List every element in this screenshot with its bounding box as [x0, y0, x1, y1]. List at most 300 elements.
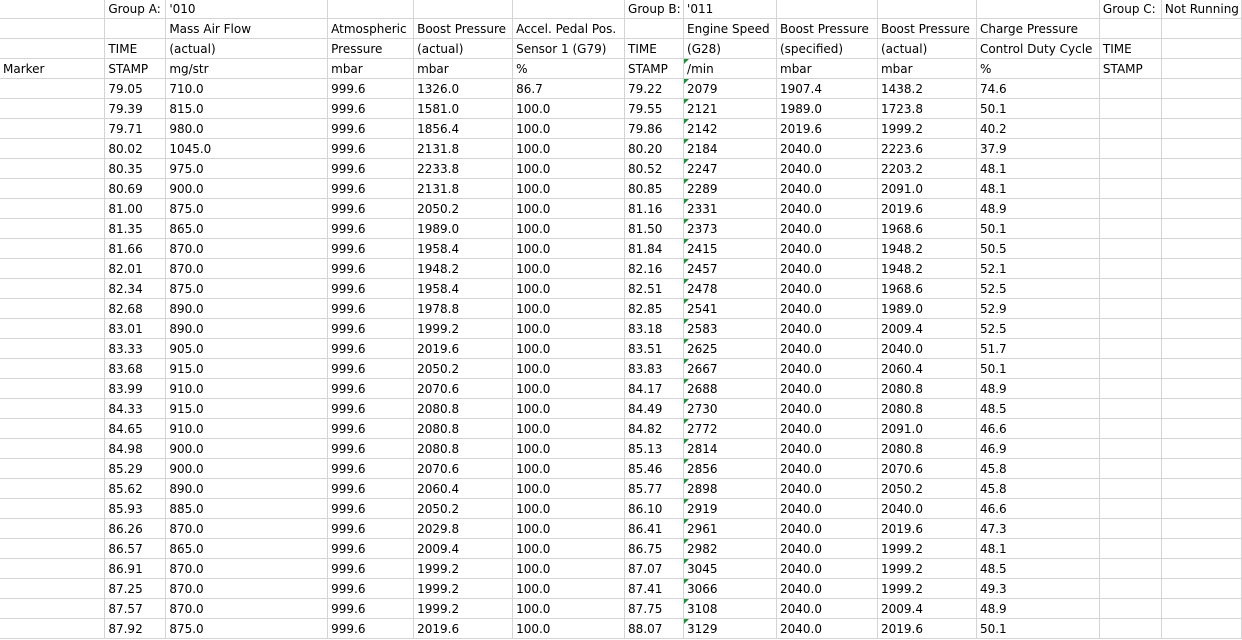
cell-time-stamp-c[interactable] — [1099, 119, 1161, 139]
cell-boost-actual-b[interactable]: 2070.6 — [877, 459, 976, 479]
cell-pedal-position[interactable]: 100.0 — [513, 219, 625, 239]
cell-boost-actual-a[interactable]: 2131.8 — [414, 139, 513, 159]
header-cell-charge-duty-cycle[interactable]: % — [976, 59, 1099, 79]
cell-marker[interactable] — [0, 99, 105, 119]
cell-mass-air-flow[interactable]: 915.0 — [166, 359, 328, 379]
cell-boost-specified[interactable]: 2040.0 — [777, 579, 878, 599]
cell-boost-specified[interactable]: 2040.0 — [777, 139, 878, 159]
cell-boost-specified[interactable]: 2040.0 — [777, 239, 878, 259]
cell-time-stamp-b[interactable]: 88.07 — [625, 619, 684, 639]
cell-group-c-extra[interactable] — [1161, 579, 1241, 599]
cell-marker[interactable] — [0, 199, 105, 219]
cell-marker[interactable] — [0, 339, 105, 359]
cell-pedal-position[interactable]: 100.0 — [513, 139, 625, 159]
cell-atmospheric-pressure[interactable]: 999.6 — [328, 599, 414, 619]
cell-time-stamp-a[interactable]: 81.35 — [105, 219, 166, 239]
cell-pedal-position[interactable]: 100.0 — [513, 399, 625, 419]
cell-time-stamp-c[interactable] — [1099, 479, 1161, 499]
cell-time-stamp-a[interactable]: 82.68 — [105, 299, 166, 319]
cell-time-stamp-a[interactable]: 84.98 — [105, 439, 166, 459]
cell-engine-speed[interactable]: 3066 — [684, 579, 777, 599]
header-cell-boost-actual-a[interactable] — [414, 0, 513, 19]
header-cell-time-stamp-c[interactable]: TIME — [1099, 39, 1161, 59]
cell-boost-actual-a[interactable]: 2080.8 — [414, 419, 513, 439]
cell-boost-actual-a[interactable]: 2050.2 — [414, 199, 513, 219]
cell-atmospheric-pressure[interactable]: 999.6 — [328, 119, 414, 139]
cell-time-stamp-a[interactable]: 84.65 — [105, 419, 166, 439]
header-cell-boost-actual-b[interactable]: mbar — [877, 59, 976, 79]
cell-boost-actual-b[interactable]: 1438.2 — [877, 79, 976, 99]
cell-boost-actual-b[interactable]: 2091.0 — [877, 419, 976, 439]
cell-group-c-extra[interactable] — [1161, 179, 1241, 199]
cell-boost-specified[interactable]: 2040.0 — [777, 379, 878, 399]
cell-group-c-extra[interactable] — [1161, 279, 1241, 299]
header-cell-marker[interactable] — [0, 0, 105, 19]
cell-mass-air-flow[interactable]: 910.0 — [166, 419, 328, 439]
cell-boost-actual-b[interactable]: 1948.2 — [877, 239, 976, 259]
header-cell-group-c-extra[interactable] — [1161, 39, 1241, 59]
cell-mass-air-flow[interactable]: 890.0 — [166, 319, 328, 339]
cell-charge-duty-cycle[interactable]: 46.6 — [976, 499, 1099, 519]
cell-boost-actual-b[interactable]: 1999.2 — [877, 559, 976, 579]
cell-boost-specified[interactable]: 2040.0 — [777, 299, 878, 319]
header-cell-engine-speed[interactable]: Engine Speed — [684, 19, 777, 39]
cell-time-stamp-c[interactable] — [1099, 319, 1161, 339]
cell-pedal-position[interactable]: 100.0 — [513, 239, 625, 259]
cell-time-stamp-b[interactable]: 86.41 — [625, 519, 684, 539]
cell-time-stamp-b[interactable]: 83.51 — [625, 339, 684, 359]
cell-charge-duty-cycle[interactable]: 46.9 — [976, 439, 1099, 459]
cell-time-stamp-a[interactable]: 85.62 — [105, 479, 166, 499]
header-cell-charge-duty-cycle[interactable]: Control Duty Cycle — [976, 39, 1099, 59]
cell-group-c-extra[interactable] — [1161, 479, 1241, 499]
cell-time-stamp-a[interactable]: 80.69 — [105, 179, 166, 199]
cell-time-stamp-c[interactable] — [1099, 299, 1161, 319]
cell-time-stamp-a[interactable]: 79.39 — [105, 99, 166, 119]
cell-engine-speed[interactable]: 2730 — [684, 399, 777, 419]
cell-atmospheric-pressure[interactable]: 999.6 — [328, 419, 414, 439]
cell-pedal-position[interactable]: 100.0 — [513, 159, 625, 179]
cell-boost-actual-a[interactable]: 2050.2 — [414, 499, 513, 519]
header-cell-atmospheric-pressure[interactable] — [328, 0, 414, 19]
cell-time-stamp-c[interactable] — [1099, 219, 1161, 239]
cell-boost-actual-a[interactable]: 2029.8 — [414, 519, 513, 539]
header-cell-mass-air-flow[interactable]: (actual) — [166, 39, 328, 59]
cell-boost-actual-a[interactable]: 2070.6 — [414, 379, 513, 399]
cell-group-c-extra[interactable] — [1161, 99, 1241, 119]
cell-time-stamp-b[interactable]: 80.52 — [625, 159, 684, 179]
cell-mass-air-flow[interactable]: 870.0 — [166, 579, 328, 599]
cell-boost-actual-b[interactable]: 2080.8 — [877, 439, 976, 459]
cell-group-c-extra[interactable] — [1161, 339, 1241, 359]
cell-boost-actual-a[interactable]: 2233.8 — [414, 159, 513, 179]
cell-engine-speed[interactable]: 2415 — [684, 239, 777, 259]
header-cell-pedal-position[interactable]: % — [513, 59, 625, 79]
cell-time-stamp-b[interactable]: 81.50 — [625, 219, 684, 239]
cell-time-stamp-c[interactable] — [1099, 79, 1161, 99]
header-cell-boost-actual-b[interactable] — [877, 0, 976, 19]
cell-time-stamp-a[interactable]: 82.01 — [105, 259, 166, 279]
cell-mass-air-flow[interactable]: 915.0 — [166, 399, 328, 419]
cell-boost-specified[interactable]: 2040.0 — [777, 559, 878, 579]
cell-marker[interactable] — [0, 619, 105, 639]
cell-marker[interactable] — [0, 219, 105, 239]
cell-pedal-position[interactable]: 100.0 — [513, 199, 625, 219]
cell-mass-air-flow[interactable]: 885.0 — [166, 499, 328, 519]
cell-boost-actual-b[interactable]: 2203.2 — [877, 159, 976, 179]
cell-time-stamp-a[interactable]: 86.26 — [105, 519, 166, 539]
header-cell-time-stamp-b[interactable] — [625, 19, 684, 39]
cell-group-c-extra[interactable] — [1161, 539, 1241, 559]
cell-time-stamp-c[interactable] — [1099, 379, 1161, 399]
header-cell-engine-speed[interactable]: (G28) — [684, 39, 777, 59]
cell-pedal-position[interactable]: 100.0 — [513, 499, 625, 519]
cell-time-stamp-a[interactable]: 81.66 — [105, 239, 166, 259]
header-cell-marker[interactable] — [0, 39, 105, 59]
cell-boost-actual-a[interactable]: 1999.2 — [414, 579, 513, 599]
cell-engine-speed[interactable]: 2625 — [684, 339, 777, 359]
cell-boost-specified[interactable]: 2040.0 — [777, 319, 878, 339]
cell-atmospheric-pressure[interactable]: 999.6 — [328, 139, 414, 159]
cell-charge-duty-cycle[interactable]: 48.9 — [976, 379, 1099, 399]
header-cell-mass-air-flow[interactable]: '010 — [166, 0, 328, 19]
cell-time-stamp-c[interactable] — [1099, 399, 1161, 419]
cell-time-stamp-b[interactable]: 87.07 — [625, 559, 684, 579]
cell-marker[interactable] — [0, 299, 105, 319]
cell-charge-duty-cycle[interactable]: 51.7 — [976, 339, 1099, 359]
cell-boost-actual-a[interactable]: 1856.4 — [414, 119, 513, 139]
cell-engine-speed[interactable]: 3129 — [684, 619, 777, 639]
cell-boost-actual-b[interactable]: 2040.0 — [877, 339, 976, 359]
cell-charge-duty-cycle[interactable]: 74.6 — [976, 79, 1099, 99]
cell-time-stamp-c[interactable] — [1099, 419, 1161, 439]
header-cell-boost-specified[interactable] — [777, 0, 878, 19]
cell-charge-duty-cycle[interactable]: 48.5 — [976, 559, 1099, 579]
cell-marker[interactable] — [0, 359, 105, 379]
cell-time-stamp-c[interactable] — [1099, 619, 1161, 639]
cell-time-stamp-b[interactable]: 82.16 — [625, 259, 684, 279]
cell-boost-actual-a[interactable]: 2080.8 — [414, 439, 513, 459]
cell-mass-air-flow[interactable]: 900.0 — [166, 179, 328, 199]
cell-time-stamp-b[interactable]: 82.51 — [625, 279, 684, 299]
cell-time-stamp-a[interactable]: 83.99 — [105, 379, 166, 399]
cell-group-c-extra[interactable] — [1161, 319, 1241, 339]
cell-boost-specified[interactable]: 2040.0 — [777, 479, 878, 499]
cell-charge-duty-cycle[interactable]: 49.3 — [976, 579, 1099, 599]
cell-mass-air-flow[interactable]: 815.0 — [166, 99, 328, 119]
cell-mass-air-flow[interactable]: 870.0 — [166, 239, 328, 259]
cell-time-stamp-a[interactable]: 87.25 — [105, 579, 166, 599]
cell-time-stamp-c[interactable] — [1099, 359, 1161, 379]
cell-boost-actual-a[interactable]: 1999.2 — [414, 559, 513, 579]
header-cell-time-stamp-b[interactable]: STAMP — [625, 59, 684, 79]
cell-boost-actual-b[interactable]: 2040.0 — [877, 499, 976, 519]
cell-time-stamp-b[interactable]: 86.10 — [625, 499, 684, 519]
cell-time-stamp-c[interactable] — [1099, 499, 1161, 519]
cell-engine-speed[interactable]: 3045 — [684, 559, 777, 579]
cell-time-stamp-a[interactable]: 83.01 — [105, 319, 166, 339]
cell-time-stamp-b[interactable]: 84.17 — [625, 379, 684, 399]
cell-time-stamp-b[interactable]: 81.84 — [625, 239, 684, 259]
cell-engine-speed[interactable]: 2898 — [684, 479, 777, 499]
cell-time-stamp-c[interactable] — [1099, 559, 1161, 579]
cell-group-c-extra[interactable] — [1161, 499, 1241, 519]
cell-group-c-extra[interactable] — [1161, 399, 1241, 419]
cell-time-stamp-b[interactable]: 83.18 — [625, 319, 684, 339]
cell-boost-specified[interactable]: 2019.6 — [777, 119, 878, 139]
cell-boost-actual-b[interactable]: 1968.6 — [877, 279, 976, 299]
cell-time-stamp-a[interactable]: 79.05 — [105, 79, 166, 99]
cell-marker[interactable] — [0, 579, 105, 599]
cell-boost-actual-b[interactable]: 2060.4 — [877, 359, 976, 379]
cell-boost-specified[interactable]: 2040.0 — [777, 519, 878, 539]
cell-boost-specified[interactable]: 2040.0 — [777, 439, 878, 459]
cell-atmospheric-pressure[interactable]: 999.6 — [328, 519, 414, 539]
cell-boost-specified[interactable]: 2040.0 — [777, 279, 878, 299]
cell-marker[interactable] — [0, 279, 105, 299]
cell-group-c-extra[interactable] — [1161, 559, 1241, 579]
cell-group-c-extra[interactable] — [1161, 259, 1241, 279]
cell-time-stamp-c[interactable] — [1099, 459, 1161, 479]
cell-atmospheric-pressure[interactable]: 999.6 — [328, 79, 414, 99]
cell-mass-air-flow[interactable]: 865.0 — [166, 539, 328, 559]
cell-mass-air-flow[interactable]: 905.0 — [166, 339, 328, 359]
cell-pedal-position[interactable]: 100.0 — [513, 419, 625, 439]
cell-mass-air-flow[interactable]: 890.0 — [166, 299, 328, 319]
cell-group-c-extra[interactable] — [1161, 299, 1241, 319]
cell-time-stamp-b[interactable]: 85.46 — [625, 459, 684, 479]
cell-engine-speed[interactable]: 2814 — [684, 439, 777, 459]
cell-time-stamp-a[interactable]: 80.02 — [105, 139, 166, 159]
cell-time-stamp-a[interactable]: 79.71 — [105, 119, 166, 139]
cell-time-stamp-b[interactable]: 84.49 — [625, 399, 684, 419]
cell-charge-duty-cycle[interactable]: 48.5 — [976, 399, 1099, 419]
cell-pedal-position[interactable]: 100.0 — [513, 479, 625, 499]
cell-time-stamp-a[interactable]: 83.68 — [105, 359, 166, 379]
cell-boost-actual-a[interactable]: 1958.4 — [414, 279, 513, 299]
header-cell-marker[interactable]: Marker — [0, 59, 105, 79]
cell-marker[interactable] — [0, 179, 105, 199]
cell-pedal-position[interactable]: 100.0 — [513, 299, 625, 319]
cell-charge-duty-cycle[interactable]: 50.1 — [976, 99, 1099, 119]
cell-charge-duty-cycle[interactable]: 40.2 — [976, 119, 1099, 139]
cell-charge-duty-cycle[interactable]: 37.9 — [976, 139, 1099, 159]
cell-engine-speed[interactable]: 2289 — [684, 179, 777, 199]
cell-mass-air-flow[interactable]: 900.0 — [166, 439, 328, 459]
cell-charge-duty-cycle[interactable]: 45.8 — [976, 479, 1099, 499]
cell-pedal-position[interactable]: 100.0 — [513, 259, 625, 279]
cell-marker[interactable] — [0, 559, 105, 579]
cell-marker[interactable] — [0, 519, 105, 539]
cell-charge-duty-cycle[interactable]: 52.5 — [976, 319, 1099, 339]
cell-time-stamp-b[interactable]: 84.82 — [625, 419, 684, 439]
header-cell-boost-actual-b[interactable]: (actual) — [877, 39, 976, 59]
cell-boost-actual-b[interactable]: 2019.6 — [877, 619, 976, 639]
cell-atmospheric-pressure[interactable]: 999.6 — [328, 159, 414, 179]
cell-charge-duty-cycle[interactable]: 47.3 — [976, 519, 1099, 539]
header-cell-group-c-extra[interactable] — [1161, 19, 1241, 39]
header-cell-pedal-position[interactable]: Accel. Pedal Pos. — [513, 19, 625, 39]
cell-boost-specified[interactable]: 2040.0 — [777, 459, 878, 479]
cell-charge-duty-cycle[interactable]: 50.1 — [976, 219, 1099, 239]
header-cell-time-stamp-b[interactable]: TIME — [625, 39, 684, 59]
cell-boost-actual-a[interactable]: 1958.4 — [414, 239, 513, 259]
cell-time-stamp-a[interactable]: 83.33 — [105, 339, 166, 359]
cell-boost-actual-b[interactable]: 1999.2 — [877, 579, 976, 599]
cell-atmospheric-pressure[interactable]: 999.6 — [328, 279, 414, 299]
cell-time-stamp-c[interactable] — [1099, 339, 1161, 359]
cell-pedal-position[interactable]: 100.0 — [513, 339, 625, 359]
cell-pedal-position[interactable]: 100.0 — [513, 539, 625, 559]
cell-boost-actual-b[interactable]: 2080.8 — [877, 399, 976, 419]
cell-marker[interactable] — [0, 139, 105, 159]
header-cell-group-c-extra[interactable]: Not Running — [1161, 0, 1241, 19]
cell-group-c-extra[interactable] — [1161, 519, 1241, 539]
cell-time-stamp-b[interactable]: 79.22 — [625, 79, 684, 99]
cell-group-c-extra[interactable] — [1161, 439, 1241, 459]
cell-group-c-extra[interactable] — [1161, 619, 1241, 639]
header-cell-time-stamp-c[interactable] — [1099, 19, 1161, 39]
cell-boost-actual-a[interactable]: 1326.0 — [414, 79, 513, 99]
cell-time-stamp-a[interactable]: 82.34 — [105, 279, 166, 299]
cell-boost-actual-b[interactable]: 2009.4 — [877, 319, 976, 339]
cell-boost-actual-b[interactable]: 2019.6 — [877, 519, 976, 539]
cell-time-stamp-b[interactable]: 80.85 — [625, 179, 684, 199]
cell-group-c-extra[interactable] — [1161, 419, 1241, 439]
cell-mass-air-flow[interactable]: 870.0 — [166, 519, 328, 539]
header-cell-boost-actual-a[interactable]: Boost Pressure — [414, 19, 513, 39]
cell-boost-actual-a[interactable]: 2070.6 — [414, 459, 513, 479]
cell-charge-duty-cycle[interactable]: 48.1 — [976, 179, 1099, 199]
cell-time-stamp-a[interactable]: 84.33 — [105, 399, 166, 419]
cell-time-stamp-c[interactable] — [1099, 599, 1161, 619]
cell-time-stamp-a[interactable]: 81.00 — [105, 199, 166, 219]
cell-boost-actual-b[interactable]: 2091.0 — [877, 179, 976, 199]
cell-atmospheric-pressure[interactable]: 999.6 — [328, 619, 414, 639]
cell-time-stamp-c[interactable] — [1099, 279, 1161, 299]
header-cell-atmospheric-pressure[interactable]: Pressure — [328, 39, 414, 59]
cell-atmospheric-pressure[interactable]: 999.6 — [328, 359, 414, 379]
cell-atmospheric-pressure[interactable]: 999.6 — [328, 99, 414, 119]
header-cell-boost-actual-a[interactable]: (actual) — [414, 39, 513, 59]
cell-boost-specified[interactable]: 2040.0 — [777, 219, 878, 239]
cell-boost-actual-b[interactable]: 2080.8 — [877, 379, 976, 399]
cell-time-stamp-b[interactable]: 79.55 — [625, 99, 684, 119]
cell-time-stamp-c[interactable] — [1099, 579, 1161, 599]
cell-atmospheric-pressure[interactable]: 999.6 — [328, 179, 414, 199]
cell-time-stamp-a[interactable]: 86.57 — [105, 539, 166, 559]
cell-mass-air-flow[interactable]: 710.0 — [166, 79, 328, 99]
cell-boost-specified[interactable]: 2040.0 — [777, 159, 878, 179]
cell-boost-specified[interactable]: 2040.0 — [777, 499, 878, 519]
cell-atmospheric-pressure[interactable]: 999.6 — [328, 219, 414, 239]
cell-group-c-extra[interactable] — [1161, 379, 1241, 399]
cell-atmospheric-pressure[interactable]: 999.6 — [328, 319, 414, 339]
cell-time-stamp-c[interactable] — [1099, 199, 1161, 219]
cell-time-stamp-a[interactable]: 87.57 — [105, 599, 166, 619]
cell-pedal-position[interactable]: 100.0 — [513, 519, 625, 539]
cell-charge-duty-cycle[interactable]: 45.8 — [976, 459, 1099, 479]
cell-engine-speed[interactable]: 2247 — [684, 159, 777, 179]
cell-time-stamp-c[interactable] — [1099, 179, 1161, 199]
cell-boost-specified[interactable]: 1989.0 — [777, 99, 878, 119]
cell-pedal-position[interactable]: 100.0 — [513, 359, 625, 379]
cell-marker[interactable] — [0, 119, 105, 139]
header-cell-charge-duty-cycle[interactable] — [976, 0, 1099, 19]
cell-mass-air-flow[interactable]: 870.0 — [166, 259, 328, 279]
cell-atmospheric-pressure[interactable]: 999.6 — [328, 399, 414, 419]
cell-atmospheric-pressure[interactable]: 999.6 — [328, 379, 414, 399]
cell-mass-air-flow[interactable]: 975.0 — [166, 159, 328, 179]
cell-engine-speed[interactable]: 2919 — [684, 499, 777, 519]
cell-time-stamp-b[interactable]: 81.16 — [625, 199, 684, 219]
cell-group-c-extra[interactable] — [1161, 599, 1241, 619]
cell-pedal-position[interactable]: 100.0 — [513, 119, 625, 139]
cell-boost-actual-b[interactable]: 1723.8 — [877, 99, 976, 119]
cell-boost-actual-b[interactable]: 2019.6 — [877, 199, 976, 219]
header-cell-boost-actual-a[interactable]: mbar — [414, 59, 513, 79]
cell-time-stamp-b[interactable]: 87.41 — [625, 579, 684, 599]
cell-time-stamp-c[interactable] — [1099, 159, 1161, 179]
cell-mass-air-flow[interactable]: 1045.0 — [166, 139, 328, 159]
cell-time-stamp-b[interactable]: 79.86 — [625, 119, 684, 139]
header-cell-time-stamp-c[interactable]: Group C: — [1099, 0, 1161, 19]
cell-time-stamp-b[interactable]: 86.75 — [625, 539, 684, 559]
cell-mass-air-flow[interactable]: 875.0 — [166, 199, 328, 219]
cell-charge-duty-cycle[interactable]: 52.1 — [976, 259, 1099, 279]
cell-time-stamp-c[interactable] — [1099, 239, 1161, 259]
header-cell-boost-specified[interactable]: (specified) — [777, 39, 878, 59]
cell-mass-air-flow[interactable]: 890.0 — [166, 479, 328, 499]
cell-boost-actual-b[interactable]: 1999.2 — [877, 539, 976, 559]
cell-engine-speed[interactable]: 2541 — [684, 299, 777, 319]
cell-engine-speed[interactable]: 2772 — [684, 419, 777, 439]
cell-boost-actual-a[interactable]: 2050.2 — [414, 359, 513, 379]
cell-marker[interactable] — [0, 599, 105, 619]
cell-boost-actual-b[interactable]: 1968.6 — [877, 219, 976, 239]
cell-time-stamp-a[interactable]: 80.35 — [105, 159, 166, 179]
header-cell-engine-speed[interactable]: /min — [684, 59, 777, 79]
cell-pedal-position[interactable]: 86.7 — [513, 79, 625, 99]
header-cell-pedal-position[interactable]: Sensor 1 (G79) — [513, 39, 625, 59]
cell-boost-actual-a[interactable]: 2019.6 — [414, 339, 513, 359]
cell-time-stamp-b[interactable]: 83.83 — [625, 359, 684, 379]
cell-charge-duty-cycle[interactable]: 50.1 — [976, 619, 1099, 639]
cell-mass-air-flow[interactable]: 980.0 — [166, 119, 328, 139]
cell-boost-actual-a[interactable]: 2019.6 — [414, 619, 513, 639]
cell-boost-specified[interactable]: 2040.0 — [777, 419, 878, 439]
cell-boost-specified[interactable]: 1907.4 — [777, 79, 878, 99]
cell-marker[interactable] — [0, 79, 105, 99]
cell-mass-air-flow[interactable]: 870.0 — [166, 559, 328, 579]
cell-marker[interactable] — [0, 539, 105, 559]
cell-boost-actual-b[interactable]: 1989.0 — [877, 299, 976, 319]
cell-time-stamp-a[interactable]: 85.29 — [105, 459, 166, 479]
cell-boost-actual-a[interactable]: 1999.2 — [414, 319, 513, 339]
cell-boost-specified[interactable]: 2040.0 — [777, 339, 878, 359]
cell-marker[interactable] — [0, 479, 105, 499]
cell-boost-actual-a[interactable]: 1948.2 — [414, 259, 513, 279]
cell-boost-specified[interactable]: 2040.0 — [777, 199, 878, 219]
cell-group-c-extra[interactable] — [1161, 359, 1241, 379]
cell-charge-duty-cycle[interactable]: 48.1 — [976, 159, 1099, 179]
cell-charge-duty-cycle[interactable]: 48.9 — [976, 199, 1099, 219]
header-cell-marker[interactable] — [0, 19, 105, 39]
cell-boost-actual-b[interactable]: 2050.2 — [877, 479, 976, 499]
cell-atmospheric-pressure[interactable]: 999.6 — [328, 199, 414, 219]
cell-group-c-extra[interactable] — [1161, 119, 1241, 139]
header-cell-boost-actual-b[interactable]: Boost Pressure — [877, 19, 976, 39]
